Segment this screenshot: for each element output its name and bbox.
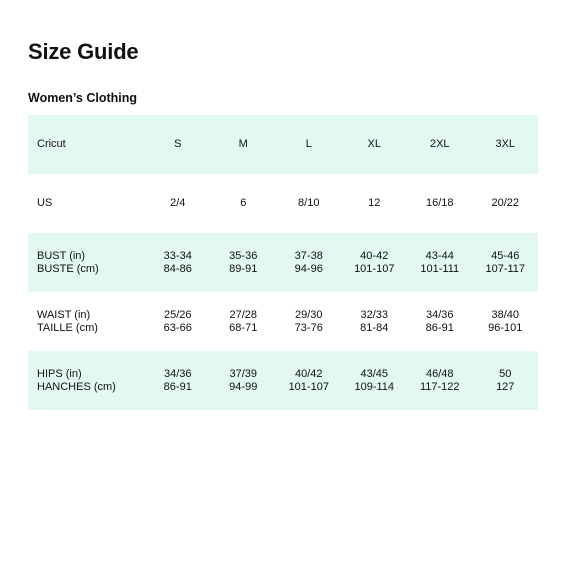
cell-value-cm: 117-122 (419, 380, 460, 393)
table-cell (211, 351, 277, 410)
header-size-cell (276, 115, 342, 174)
table-cell (145, 233, 211, 292)
table-cell (342, 292, 408, 351)
header-size: 3XL (495, 138, 516, 150)
cell-value-in: 50 (499, 367, 512, 380)
size-table (28, 115, 538, 410)
cell-value-cm: 109-114 (354, 380, 395, 393)
table-cell (473, 351, 539, 410)
cell-value-in: 37/39 (229, 367, 258, 380)
cell-value-in: 25/26 (163, 308, 192, 321)
table-row-bust (28, 233, 538, 292)
cell-value-cm: 127 (496, 380, 515, 393)
header-size-cell (211, 115, 277, 174)
cell-value-cm: 101-107 (354, 262, 395, 275)
cell-value-cm: 73-76 (294, 321, 323, 334)
table-cell (473, 174, 539, 233)
cell-value-in: 35-36 (229, 249, 258, 262)
row-label: US (37, 197, 53, 209)
cell-value-cm: 94-99 (229, 380, 258, 393)
cell-value-in: 34/36 (425, 308, 454, 321)
header-label: Cricut (37, 138, 66, 150)
cell-value-cm: 84-86 (163, 262, 192, 275)
header-size-cell (342, 115, 408, 174)
row-label-imperial: WAIST (in) (37, 308, 91, 321)
row-label-imperial: BUST (in) (37, 249, 86, 262)
table-cell (276, 292, 342, 351)
cell-value: 12 (368, 197, 381, 209)
cell-value-in: 38/40 (491, 308, 520, 321)
cell-value-in: 43-44 (425, 249, 454, 262)
row-label-imperial: HIPS (in) (37, 367, 82, 380)
table-cell (211, 292, 277, 351)
table-cell (407, 174, 473, 233)
cell-value-in: 40-42 (360, 249, 389, 262)
cell-value-cm: 94-96 (294, 262, 323, 275)
table-cell (342, 351, 408, 410)
table-cell (211, 174, 277, 233)
table-cell (407, 233, 473, 292)
cell-value: 8/10 (298, 197, 320, 209)
header-size: L (305, 138, 312, 150)
table-cell (342, 233, 408, 292)
row-label-metric: TAILLE (cm) (37, 321, 98, 334)
table-cell (407, 292, 473, 351)
cell-value-in: 29/30 (294, 308, 323, 321)
section-title: Women’s Clothing (28, 91, 138, 105)
table-cell (276, 233, 342, 292)
cell-value-cm: 101-111 (420, 262, 460, 275)
table-cell (473, 292, 539, 351)
table-cell (276, 351, 342, 410)
header-size-cell (473, 115, 539, 174)
table-cell (145, 174, 211, 233)
cell-value-in: 40/42 (294, 367, 323, 380)
table-cell (145, 351, 211, 410)
cell-value-in: 45-46 (491, 249, 520, 262)
cell-value-cm: 68-71 (229, 321, 258, 334)
header-size: M (238, 138, 248, 150)
table-row-waist (28, 292, 538, 351)
row-label-cell (28, 174, 145, 233)
cell-value-cm: 86-91 (163, 380, 192, 393)
row-label-metric: HANCHES (cm) (37, 380, 116, 393)
cell-value-in: 27/28 (229, 308, 258, 321)
cell-value-in: 33-34 (163, 249, 192, 262)
table-cell (276, 174, 342, 233)
cell-value-in: 37-38 (294, 249, 323, 262)
header-label-cell (28, 115, 145, 174)
cell-value-cm: 89-91 (229, 262, 258, 275)
table-cell (342, 174, 408, 233)
row-label-metric: BUSTE (cm) (37, 262, 99, 275)
cell-value-cm: 101-107 (288, 380, 329, 393)
table-cell (473, 233, 539, 292)
table-cell (211, 233, 277, 292)
row-label-cell (28, 351, 145, 410)
cell-value: 6 (240, 197, 247, 209)
row-label-cell (28, 292, 145, 351)
cell-value-cm: 81-84 (360, 321, 389, 334)
cell-value: 16/18 (425, 197, 454, 209)
cell-value-cm: 86-91 (425, 321, 454, 334)
cell-value-cm: 107-117 (485, 262, 526, 275)
header-size-cell (145, 115, 211, 174)
cell-value-in: 32/33 (360, 308, 389, 321)
table-header-row (28, 115, 538, 174)
cell-value-cm: 63-66 (163, 321, 192, 334)
header-size: S (174, 138, 182, 150)
cell-value: 20/22 (491, 197, 520, 209)
header-size: XL (367, 138, 381, 150)
cell-value-in: 34/36 (163, 367, 192, 380)
table-row-us (28, 174, 538, 233)
row-label-cell (28, 233, 145, 292)
page-title: Size Guide (28, 39, 139, 64)
cell-value-cm: 96-101 (488, 321, 523, 334)
cell-value-in: 43/45 (360, 367, 389, 380)
cell-value-in: 46/48 (425, 367, 454, 380)
header-size-cell (407, 115, 473, 174)
table-row-hips (28, 351, 538, 410)
table-cell (145, 292, 211, 351)
cell-value: 2/4 (170, 197, 186, 209)
header-size: 2XL (429, 138, 450, 150)
table-cell (407, 351, 473, 410)
